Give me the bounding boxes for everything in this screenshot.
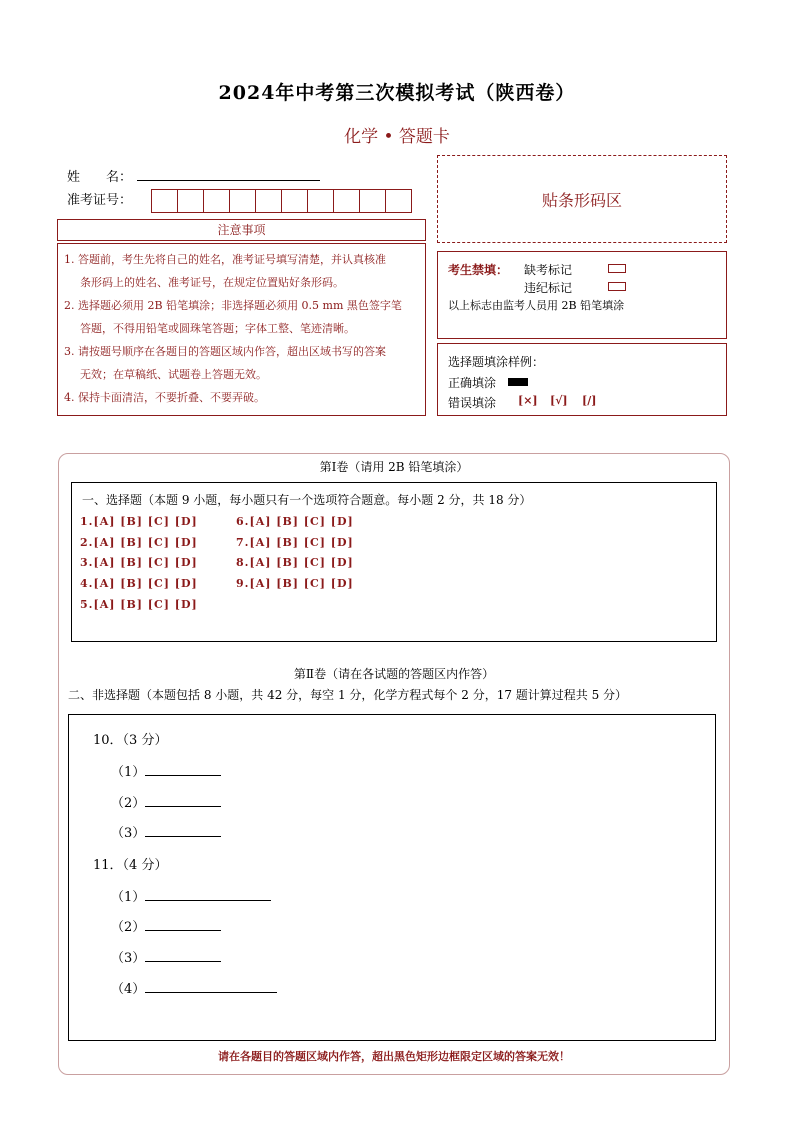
wrong-mark: [×] xyxy=(518,394,538,407)
q10-label: 10．（3 分） xyxy=(93,733,168,748)
notice-line: 答题，不得用铅笔或圆珠笔答题；字体工整、笔迹清晰。 xyxy=(80,322,355,335)
sub-label: （1） xyxy=(111,890,146,905)
fill-sample-box xyxy=(437,343,727,416)
notice-body xyxy=(57,243,426,416)
choice-question-4[interactable]: 4.[A] [B] [C] [D] xyxy=(80,577,198,590)
id-digit-box[interactable] xyxy=(204,190,230,212)
id-digit-box[interactable] xyxy=(386,190,411,212)
choice-question-7[interactable]: 7.[A] [B] [C] [D] xyxy=(236,536,354,549)
id-digit-box[interactable] xyxy=(308,190,334,212)
answer-blank[interactable] xyxy=(145,824,221,837)
q11-4 xyxy=(111,978,277,997)
q11-label: 11．（4 分） xyxy=(93,858,168,873)
sub-label: （3） xyxy=(111,951,146,966)
choice-section xyxy=(71,482,717,642)
notice-line: 1. 答题前，考生先将自己的姓名，准考证号填写清楚，并认真核准 xyxy=(64,253,386,266)
answer-blank[interactable] xyxy=(145,794,221,807)
q10-1 xyxy=(111,761,221,780)
correct-fill-example xyxy=(508,378,528,386)
sub-label: （2） xyxy=(111,920,146,935)
choice-question-8[interactable]: 8.[A] [B] [C] [D] xyxy=(236,556,354,569)
answer-blank[interactable] xyxy=(145,763,221,776)
choice-question-1[interactable]: 1.[A] [B] [C] [D] xyxy=(80,515,198,528)
part2-title: 第Ⅱ卷（请在各试题的答题区内作答） xyxy=(293,667,495,681)
id-number-boxes[interactable] xyxy=(151,189,412,213)
q11-2 xyxy=(111,916,221,935)
id-digit-box[interactable] xyxy=(334,190,360,212)
choice-question-6[interactable]: 6.[A] [B] [C] [D] xyxy=(236,515,354,528)
wrong-label: 错误填涂 xyxy=(448,396,497,410)
answer-blank[interactable] xyxy=(145,949,221,962)
id-digit-box[interactable] xyxy=(256,190,282,212)
nonchoice-section-title: 二、非选择题（本题包括 8 小题，共 42 分，每空 1 分，化学方程式每个 2 分，17 题计算过程共 5 分） xyxy=(68,688,628,702)
absent-mark[interactable] xyxy=(608,264,626,273)
id-digit-box[interactable] xyxy=(230,190,256,212)
absent-label: 缺考标记 xyxy=(524,263,573,277)
forbid-label: 考生禁填： xyxy=(448,263,509,277)
id-digit-box[interactable] xyxy=(282,190,308,212)
notice-line: 条形码上的姓名、准考证号，在规定位置贴好条形码。 xyxy=(80,276,344,289)
notice-line: 4. 保持卡面清洁，不要折叠、不要弄破。 xyxy=(64,391,265,404)
answer-blank[interactable] xyxy=(145,980,277,993)
barcode-area xyxy=(437,155,727,243)
forbid-note: 以上标志由监考人员用 2B 铅笔填涂 xyxy=(448,299,625,312)
q10-3 xyxy=(111,822,221,841)
choice-question-9[interactable]: 9.[A] [B] [C] [D] xyxy=(236,577,354,590)
answer-blank[interactable] xyxy=(145,888,271,901)
id-digit-box[interactable] xyxy=(360,190,386,212)
id-digit-box[interactable] xyxy=(152,190,178,212)
correct-label: 正确填涂 xyxy=(448,376,497,390)
notice-line: 2. 选择题必须用 2B 铅笔填涂；非选择题必须用 0.5 mm 黑色签字笔 xyxy=(64,299,402,312)
q10-2 xyxy=(111,792,221,811)
sub-label: （1） xyxy=(111,765,146,780)
name-field[interactable] xyxy=(137,180,320,181)
footer-warning: 请在各题目的答题区域内作答，超出黑色矩形边框限定区域的答案无效！ xyxy=(218,1050,570,1063)
sub-label: （4） xyxy=(111,982,146,997)
id-label: 准考证号： xyxy=(67,193,133,208)
answer-blank[interactable] xyxy=(145,918,221,931)
barcode-label: 贴条形码区 xyxy=(541,190,622,210)
page-subtitle: 化学 • 答题卡 xyxy=(344,127,450,147)
notice-line: 3. 请按题号顺序在各题目的答题区域内作答，超出区域书写的答案 xyxy=(64,345,386,358)
violation-label: 违纪标记 xyxy=(524,281,573,295)
sub-label: （2） xyxy=(111,796,146,811)
id-digit-box[interactable] xyxy=(178,190,204,212)
q11-1 xyxy=(111,886,271,905)
notice-title: 注意事项 xyxy=(57,219,426,241)
part1-title: 第Ⅰ卷（请用 2B 铅笔填涂） xyxy=(319,460,469,474)
choice-question-3[interactable]: 3.[A] [B] [C] [D] xyxy=(80,556,198,569)
name-label: 姓 名： xyxy=(67,170,133,185)
choice-section-title: 一、选择题（本题 9 小题，每小题只有一个选项符合题意。每小题 2 分，共 18 分） xyxy=(82,493,532,507)
wrong-mark: [/] xyxy=(582,394,597,407)
sub-label: （3） xyxy=(111,826,146,841)
violation-mark[interactable] xyxy=(608,282,626,291)
wrong-mark: [√] xyxy=(550,394,568,407)
sample-title: 选择题填涂样例： xyxy=(448,355,545,369)
choice-question-2[interactable]: 2.[A] [B] [C] [D] xyxy=(80,536,198,549)
notice-line: 无效；在草稿纸、试题卷上答题无效。 xyxy=(80,368,267,381)
choice-question-5[interactable]: 5.[A] [B] [C] [D] xyxy=(80,598,198,611)
nonchoice-section xyxy=(68,714,716,1041)
proctor-marks-box xyxy=(437,251,727,339)
q11-3 xyxy=(111,947,221,966)
page-title: 2024年中考第三次模拟考试（陕西卷） xyxy=(218,82,576,104)
